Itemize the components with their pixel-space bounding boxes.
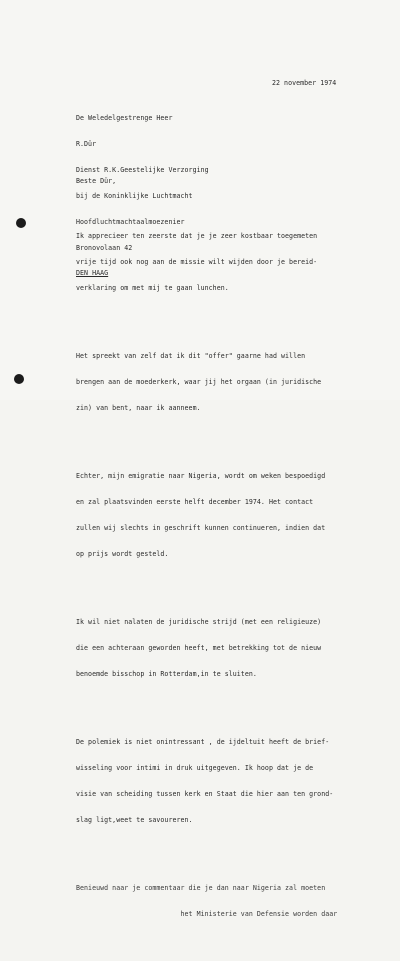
- body-line: wisseling voor intimi in druk uitgegeven. Ik hoop dat je de: [76, 764, 314, 772]
- recipient-line: Hoofdluchtmachtaalmoezenier: [76, 217, 185, 226]
- body-line: zin) van bent, naar ik aanneem.: [76, 403, 201, 412]
- body-line: brengen aan de moederkerk, waar jij het orgaan (in juridische: [76, 378, 322, 387]
- letter-date: 22 november 1974: [272, 79, 337, 87]
- body-line: het Ministerie van Defensie worden daar: [76, 909, 338, 918]
- body-line: slag ligt,weet te savoureren.: [76, 815, 193, 824]
- paragraph: [76, 721, 337, 841]
- body-line: die een achteraan geworden heeft, met betrekking tot de nieuw: [76, 643, 322, 652]
- body-line: zullen wij slechts in geschrift kunnen continueren, indien dat: [76, 523, 326, 532]
- body-line: Echter, mijn emigratie naar Nigeria, wordt om weken bespoedigd: [76, 472, 326, 481]
- paragraph: [76, 867, 337, 936]
- body-line: Benieuwd naar je commentaar die je dan naar Nigeria zal moeten: [76, 884, 326, 893]
- body-line: op prijs wordt gesteld.: [76, 549, 169, 558]
- recipient-line: Dienst R.K.Geestelijke Verzorging: [76, 165, 209, 174]
- body-line: visie van scheiding tussen kerk en Staat die hier aan ten grond-: [76, 789, 334, 798]
- body-line: verklaring om met mij te gaan lunchen.: [76, 283, 229, 292]
- recipient-city: DEN HAAG: [76, 269, 109, 278]
- recipient-line: De Weledelgestrenge Heer: [76, 114, 173, 123]
- punch-hole: [16, 218, 26, 228]
- salutation: Beste Dür,: [76, 177, 117, 185]
- body-line: en zal plaatsvinden eerste helft december 1974. Het contact: [76, 498, 314, 507]
- body-line: Ik wil niet nalaten de juridische strijd (met een religieuze): [76, 618, 322, 627]
- paragraph: [76, 335, 337, 430]
- paragraph: [76, 455, 337, 575]
- letter-body: [76, 198, 337, 961]
- body-line: De polemiek is niet onintressant , de ijdeltuit heeft de brief-: [76, 738, 330, 747]
- recipient-line: R.Dür: [76, 140, 97, 149]
- punch-hole: [14, 374, 24, 384]
- body-line: benoemde bisschop in Rotterdam,in te sluiten.: [76, 669, 257, 678]
- recipient-line: Bronovolaan 42: [76, 243, 133, 252]
- body-line: Het spreekt van zelf dat ik dit "offer" gaarne had willen: [76, 352, 306, 361]
- paragraph: [76, 601, 337, 696]
- body-line: Ik apprecieer ten zeerste dat je je zeer kostbaar toegemeten: [76, 232, 318, 241]
- recipient-line: bij de Koninklijke Luchtmacht: [76, 191, 193, 200]
- paragraph: [76, 215, 337, 310]
- body-line: vrije tijd ook nog aan de missie wilt wijden door je bereid-: [76, 258, 318, 267]
